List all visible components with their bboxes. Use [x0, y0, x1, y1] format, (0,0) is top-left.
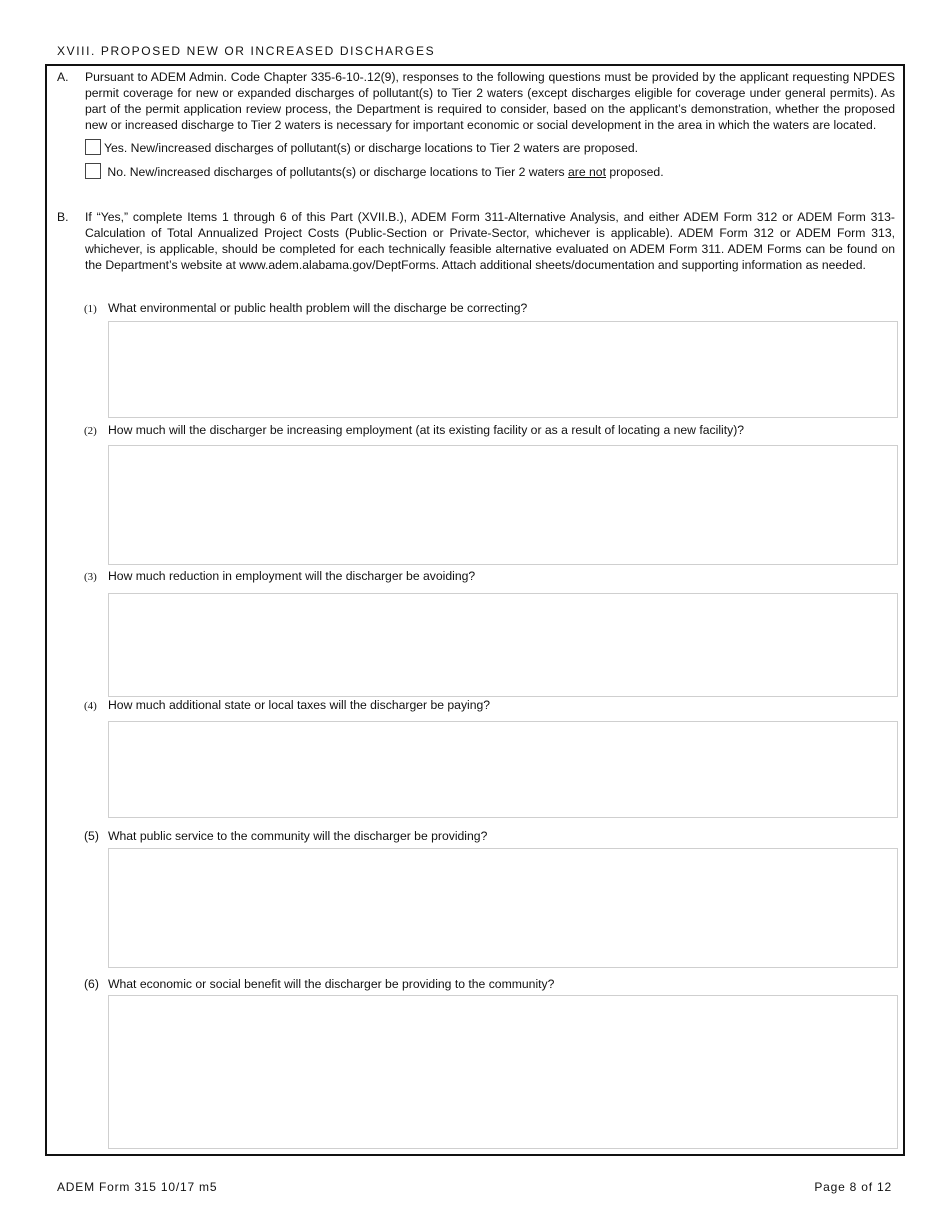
question-text: How much reduction in employment will the discharger be avoiding?: [108, 569, 476, 583]
part-b-letter: B.: [57, 210, 69, 224]
answer-field-5[interactable]: [108, 848, 898, 968]
question-1: [84, 301, 527, 315]
question-2: [84, 423, 744, 437]
answer-field-3[interactable]: [108, 593, 898, 697]
question-number: (6): [84, 977, 99, 991]
no-label-underlined: are not: [568, 165, 606, 179]
question-number: (5): [84, 829, 99, 843]
part-a-text: Pursuant to ADEM Admin. Code Chapter 335-6-10-.12(9), responses to the following questions must be provided by the applicant requesting NPDES permit coverage for new or expanded discharges of pollutant(s) to Tier 2 waters (except discharges eligible for coverage under general permits). As part of the permit application review process, the Department is required to consider, based on the applicant’s demonstration, whether the proposed new or increased discharge to Tier 2 waters is necessary for important economic or social development in the area in which the waters are located.: [85, 70, 895, 132]
form-frame: [45, 64, 905, 1156]
answer-field-4[interactable]: [108, 721, 898, 818]
question-4: [84, 698, 490, 712]
yes-option[interactable]: [85, 139, 895, 157]
part-a-letter: A.: [57, 70, 69, 84]
yes-label: Yes. New/increased discharges of pollutant(s) or discharge locations to Tier 2 waters are proposed.: [104, 141, 639, 155]
part-a: [57, 69, 895, 181]
part-b: [57, 209, 895, 273]
question-number: (3): [84, 571, 97, 583]
answer-field-1[interactable]: [108, 321, 898, 418]
question-text: How much additional state or local taxes will the discharger be paying?: [108, 698, 491, 712]
section-title: XVIII. PROPOSED NEW OR INCREASED DISCHARGES: [57, 44, 436, 58]
question-text: What public service to the community will the discharger be providing?: [108, 829, 488, 843]
part-b-text: If “Yes,” complete Items 1 through 6 of this Part (XVII.B.), ADEM Form 311-Alternative Analysis, and either ADEM Form 312 or ADEM Form 313-Calculation of Total Annualized Project Costs (Public-Section or Private-Sector, whichever is applicable). ADEM Form 312 or ADEM Form 313, whichever, is applicable, should be completed for each technically feasible alternative evaluated on ADEM Form 311. ADEM Forms can be found on the Department’s website at www.adem.alabama.gov/DeptForms. Attach additional sheets/documentation and supporting information as needed.: [85, 210, 895, 272]
question-number: (4): [84, 700, 97, 712]
answer-field-6[interactable]: [108, 995, 898, 1149]
question-6: [84, 977, 554, 991]
no-checkbox[interactable]: [85, 163, 101, 179]
question-number: (1): [84, 303, 97, 315]
answer-field-2[interactable]: [108, 445, 898, 565]
question-3: [84, 569, 475, 583]
no-label: No. New/increased discharges of pollutants(s) or discharge locations to Tier 2 waters are not proposed.: [107, 165, 664, 179]
no-option[interactable]: [85, 163, 895, 181]
question-5: [84, 829, 487, 843]
question-text: How much will the discharger be increasing employment (at its existing facility or as a result of locating a new facility)?: [108, 423, 745, 437]
footer-form-id: ADEM Form 315 10/17 m5: [57, 1180, 218, 1194]
question-number: (2): [84, 425, 97, 437]
footer-page-number: Page 8 of 12: [814, 1180, 892, 1194]
question-text: What environmental or public health problem will the discharge be correcting?: [108, 301, 528, 315]
yes-checkbox[interactable]: [85, 139, 101, 155]
question-text: What economic or social benefit will the discharger be providing to the community?: [108, 977, 555, 991]
